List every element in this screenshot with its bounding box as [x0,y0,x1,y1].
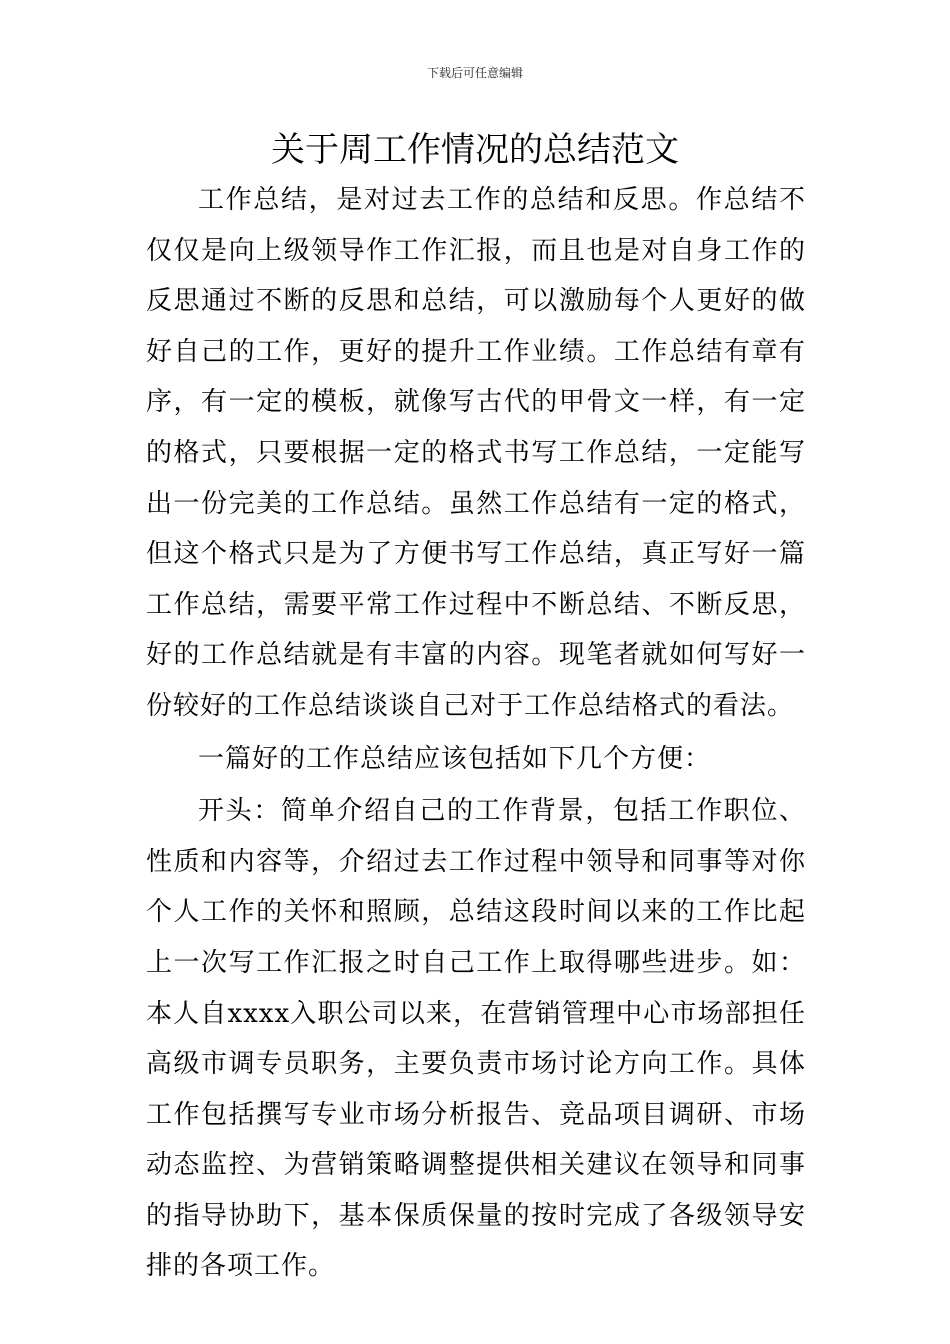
document-title: 关于周工作情况的总结范文 [271,130,679,170]
document-body [146,175,806,1292]
paragraph-intro: 工作总结，是对过去工作的总结和反思。作总结不仅仅是向上级领导作工作汇报，而且也是对自身工作的反思通过不断的反思和总结，可以激励每个人更好的做好自己的工作，更好的提升工作业绩。工作总结有章有序，有一定的模板，就像写古代的甲骨文一样，有一定的格式，只要根据一定的格式书写工作总结，一定能写出一份完美的工作总结。虽然工作总结有一定的格式，但这个格式只是为了方便书写工作总结，真正写好一篇工作总结，需要平常工作过程中不断总结、不断反思，好的工作总结就是有丰富的内容。现笔者就如何写好一份较好的工作总结谈谈自己对于工作总结格式的看法。 [146,185,806,721]
paragraph-opening: 开头：简单介绍自己的工作背景，包括工作职位、性质和内容等，介绍过去工作过程中领导和同事等对你个人工作的关怀和照顾，总结这段时间以来的工作比起上一次写工作汇报之时自己工作上取得哪些进步。如：本人自xxxx入职公司以来，在营销管理中心市场部担任高级市调专员职务，主要负责市场讨论方向工作。具体工作包括撰写专业市场分析报告、竞品项目调研、市场动态监控、为营销策略调整提供相关建议在领导和同事的指导协助下，基本保质保量的按时完成了各级领导安排的各项工作。 [146,796,806,1282]
header-note: 下载后可任意编辑 [426,66,523,80]
paragraph-summary-lead: 一篇好的工作总结应该包括如下几个方便： [198,743,712,774]
